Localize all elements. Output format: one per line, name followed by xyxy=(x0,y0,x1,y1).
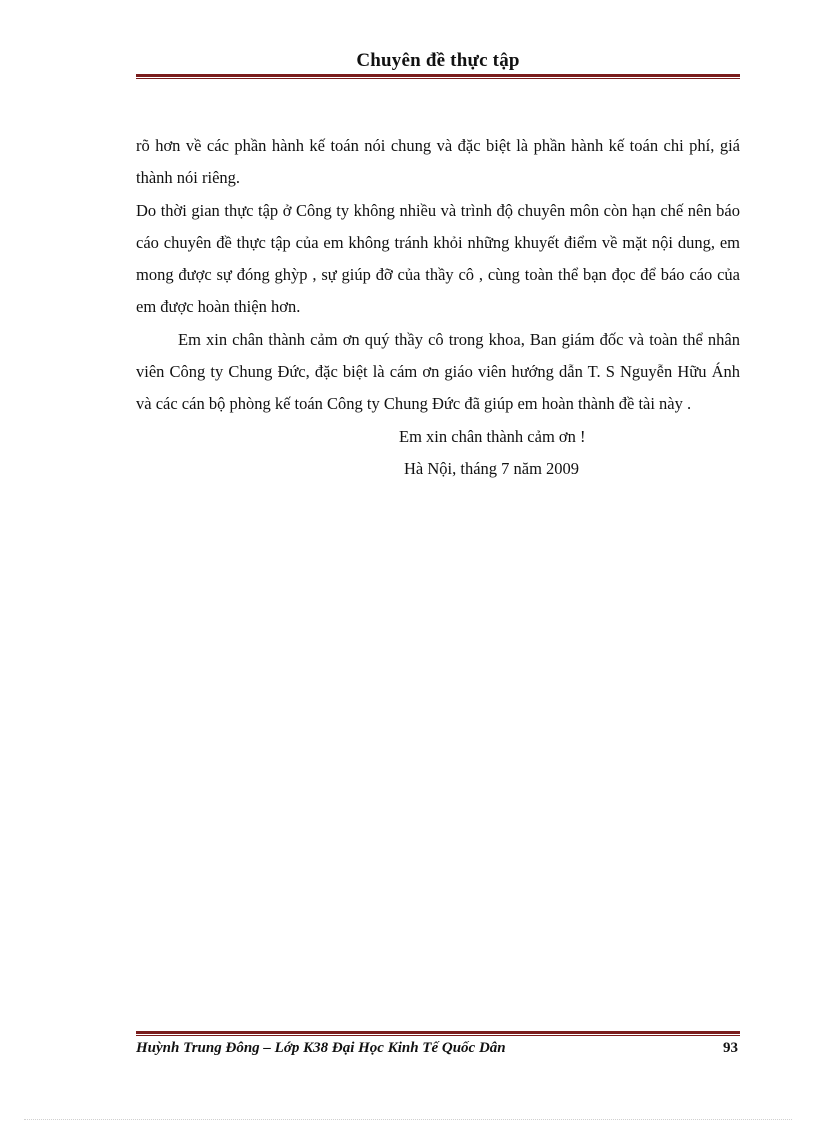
date-line: Hà Nội, tháng 7 năm 2009 xyxy=(404,458,580,478)
footer-divider xyxy=(136,1031,740,1036)
closing-line: Em xin chân thành cảm ơn ! xyxy=(399,426,586,446)
body-paragraph-1: rõ hơn về các phần hành kế toán nói chung và đặc biệt là phần hành kế toán chi phí, giá thành nói riêng. xyxy=(136,136,740,188)
body-paragraph-2: Do thời gian thực tập ở Công ty không nhiều và trình độ chuyên môn còn hạn chế nên báo cáo chuyên đề thực tập của em không tránh khỏi những khuyết điểm về mặt nội dung, em mong được sự đóng ghỳp , sự giúp đỡ của thầy cô , cùng toàn thể bạn đọc để báo cáo của em được hoàn thiện hơn. xyxy=(136,200,740,317)
page-header-title: Chuyên đề thực tập xyxy=(356,50,520,71)
document-body xyxy=(136,130,740,485)
page-bottom-border xyxy=(24,1119,792,1120)
header-divider xyxy=(136,74,740,79)
page-number: 93 xyxy=(723,1040,738,1056)
footer-author-line: Huỳnh Trung Đông – Lớp K38 Đại Học Kinh Tế Quốc Dân xyxy=(136,1040,506,1056)
body-paragraph-3: Em xin chân thành cảm ơn quý thầy cô trong khoa, Ban giám đốc và toàn thể nhân viên Công ty Chung Đức, đặc biệt là cám ơn giáo viên hướng dẫn T. S Nguyễn Hữu Ánh và các cán bộ phòng kế toán Công ty Chung Đức đã giúp em hoàn thành đề tài này . xyxy=(136,329,740,414)
